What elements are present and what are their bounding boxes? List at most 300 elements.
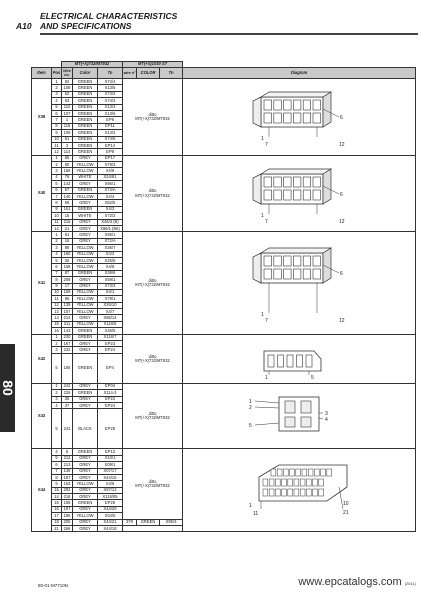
cell-wire: 3 — [62, 142, 73, 148]
cell-to: X4/8 — [98, 264, 123, 270]
cell-wire: 108 — [62, 85, 73, 91]
cell-pos: 3 — [52, 347, 62, 353]
cell-pos: 8 — [52, 277, 62, 283]
cell-to: X4/7 — [98, 309, 123, 315]
ditto-label: ditto — [148, 410, 157, 416]
cell-color: YELLOW — [73, 194, 98, 200]
section-tab — [0, 344, 15, 432]
connector-id: X39 — [32, 79, 52, 156]
cell-wire-1030: 379 — [123, 519, 137, 525]
cell-pos: 10 — [52, 289, 62, 295]
ditto-label: ditto — [148, 111, 157, 117]
cell-color: GREY — [73, 506, 98, 512]
column-header-diagram: Diagram — [183, 68, 416, 79]
cell-color: GREEN — [73, 149, 98, 155]
cell-wire: 80 — [62, 162, 73, 168]
section-tab-label: 80 — [0, 380, 16, 396]
cell-wire: 110 — [62, 104, 73, 110]
cell-color: GREEN — [73, 187, 98, 193]
cell-color: GREY — [73, 347, 98, 353]
cell-wire: 226 — [62, 390, 73, 396]
cell-color: GREY — [73, 519, 98, 525]
connector-id: X42 — [32, 334, 52, 383]
cell-color: GREY — [73, 341, 98, 347]
cell-pos: 16 — [52, 328, 62, 334]
cell-wire: 5 — [62, 449, 73, 455]
svg-text:1: 1 — [261, 135, 264, 142]
cell-wire: 140 — [62, 194, 73, 200]
ditto-reference: MT(+X)732/MT932 — [135, 483, 170, 488]
cell-to: X13/2 — [98, 130, 123, 136]
cell-pos: 10 — [52, 213, 62, 219]
cell-color: GREEN — [73, 353, 98, 383]
cell-color: YELLOW — [73, 245, 98, 251]
cell-color: YELLOW — [73, 264, 98, 270]
cell-color: GREY — [73, 225, 98, 231]
cell-pos: 12 — [52, 302, 62, 308]
svg-text:3: 3 — [325, 411, 328, 418]
cell-wire: 109 — [62, 130, 73, 136]
cell-wire: 76 — [62, 174, 73, 180]
cell-color: GREY — [73, 455, 98, 461]
cell-wire: 195 — [62, 513, 73, 519]
cell-wire: 114 — [62, 149, 73, 155]
svg-text:7: 7 — [265, 141, 268, 147]
cell-to: EP14 — [98, 142, 123, 148]
connector-diagram — [183, 383, 416, 449]
cell-wire: 17 — [62, 283, 73, 289]
section-code: A10 — [16, 21, 32, 31]
cell-to: EP04 — [98, 383, 123, 389]
cell-color: GREY — [73, 462, 98, 468]
cell-to: X73/3 — [98, 283, 123, 289]
cell-color: GREY — [73, 232, 98, 238]
cell-to: X119/05 — [98, 494, 123, 500]
cell-to: X87/12 — [98, 487, 123, 493]
svg-text:10: 10 — [343, 501, 349, 508]
cell-color: WHITE — [73, 174, 98, 180]
cell-color: GREY — [73, 283, 98, 289]
cell-to: X79/1 — [98, 296, 123, 302]
cell-to-1030: X95/3 — [160, 519, 183, 525]
cell-pos: 5 — [52, 257, 62, 263]
cell-color: GREY — [73, 219, 98, 225]
svg-text:21: 21 — [343, 510, 349, 517]
cell-wire: 156 — [62, 168, 73, 174]
cell-color: GREEN — [73, 79, 98, 85]
ditto-reference: MT(+X)732/MT932 — [135, 115, 170, 121]
footer-year: (2011) — [404, 581, 416, 586]
ditto-reference: MT(+X)732/MT932 — [135, 282, 170, 287]
cell-color: YELLOW — [73, 513, 98, 519]
cell-to: X72/2 — [98, 213, 123, 219]
cell-color: YELLOW — [73, 251, 98, 257]
ditto-cell — [123, 79, 183, 156]
cell-to: X13/5 — [98, 85, 123, 91]
ditto-reference: MT(+X)732/MT932 — [135, 192, 170, 198]
cell-color: GREEN — [73, 136, 98, 142]
connector-diagram — [183, 232, 416, 334]
cell-color: GREEN — [73, 117, 98, 123]
cell-color: GREEN — [73, 85, 98, 91]
group-header-1030: MT(+X)1030 ST — [123, 62, 183, 68]
cell-wire: 214 — [62, 315, 73, 321]
cell-pos: 1 — [52, 383, 62, 389]
cell-pos: 4 — [52, 251, 62, 257]
cell-pos: 9 — [52, 206, 62, 212]
cell-pos: 2 — [52, 341, 62, 347]
cell-pos: 2 — [52, 85, 62, 91]
cell-to: EP9 — [98, 149, 123, 155]
cell-color: GREEN — [73, 110, 98, 116]
cell-wire: 211 — [62, 321, 73, 327]
svg-text:1: 1 — [249, 503, 252, 510]
cell-color: YELLOW — [73, 302, 98, 308]
column-header-item: Item — [32, 68, 52, 79]
cell-wire: 143 — [62, 328, 73, 334]
ditto-reference: MT(+X)732/MT932 — [135, 357, 170, 363]
cell-color: GREEN — [73, 449, 98, 455]
cell-pos: 2 — [52, 238, 62, 244]
footer-doc-code: 80-01-M7710N — [38, 583, 69, 588]
cell-to: X79/3 — [98, 162, 123, 168]
column-header-color2: COLOR — [137, 68, 160, 79]
cell-wire: 36 — [62, 396, 73, 402]
cell-pos: 1 — [52, 155, 62, 161]
cell-wire: 167 — [62, 341, 73, 347]
cell-wire: 142 — [62, 181, 73, 187]
cell-color-1030: GREEN — [137, 519, 160, 525]
column-header-pos: Pos — [52, 68, 62, 79]
connector-x44-drawing — [239, 457, 359, 523]
svg-text:1: 1 — [261, 212, 264, 219]
connector-diagram — [183, 449, 416, 532]
cell-color: WHITE — [73, 213, 98, 219]
cell-pos: 3 — [52, 91, 62, 97]
svg-text:12: 12 — [339, 218, 345, 224]
cell-pos: 8 — [52, 123, 62, 129]
cell-color: GREEN — [73, 328, 98, 334]
cell-wire: 282 — [62, 487, 73, 493]
page-title — [40, 11, 177, 31]
cell-color: GREEN — [73, 270, 98, 276]
cell-color: GREEN — [73, 123, 98, 129]
svg-text:1: 1 — [249, 399, 252, 406]
cell-wire: 81 — [62, 232, 73, 238]
cell-to: X24/81 — [98, 174, 123, 180]
ditto-reference: MT(+X)732/MT932 — [135, 415, 170, 421]
cell-to: X4/4 — [98, 194, 123, 200]
cell-wire: 232 — [62, 347, 73, 353]
empty-cell — [123, 526, 183, 532]
cell-to: X36/6 — [98, 270, 123, 276]
cell-color: GREY — [73, 315, 98, 321]
cell-to: X4/2 — [98, 251, 123, 257]
cell-wire: 155 — [62, 500, 73, 506]
cell-pos: 2 — [52, 162, 62, 168]
svg-text:7: 7 — [265, 318, 268, 323]
svg-text:12: 12 — [339, 141, 345, 147]
svg-text:2: 2 — [249, 405, 252, 412]
cell-wire: 157 — [62, 309, 73, 315]
cell-color: YELLOW — [73, 168, 98, 174]
cell-wire: 242 — [62, 383, 73, 389]
cell-to: X74/2 — [98, 91, 123, 97]
cell-pos: 3 — [52, 168, 62, 174]
cell-to: X73/A — [98, 187, 123, 193]
cell-color: GREY — [73, 494, 98, 500]
ditto-cell — [123, 383, 183, 449]
cell-color: GREEN — [73, 130, 98, 136]
cell-wire: 15 — [62, 213, 73, 219]
cell-pos: 21 — [52, 526, 62, 532]
column-header-row — [32, 68, 416, 79]
cell-wire: 197 — [62, 474, 73, 480]
connector-x40-drawing — [239, 164, 359, 224]
cell-pos: 14 — [52, 494, 62, 500]
cell-to: X96/1 (B6) — [98, 225, 123, 231]
cell-to: X09/1 — [98, 462, 123, 468]
cell-color: GREEN — [73, 500, 98, 506]
cell-to: EP28 — [98, 409, 123, 449]
cell-color: YELLOW — [73, 162, 98, 168]
cell-to: X86/1 — [98, 181, 123, 187]
cell-to: X74/5 — [98, 136, 123, 142]
group-header-732: MT(+X)732/MT932 — [62, 62, 123, 68]
column-header-wire-no2: wire n° — [123, 68, 137, 79]
cell-to: EP4 — [98, 353, 123, 383]
cell-pos: 13 — [52, 309, 62, 315]
cell-pos: 18 — [52, 519, 62, 525]
cell-color: YELLOW — [73, 257, 98, 263]
cell-pos: 3 — [52, 245, 62, 251]
column-header-to: To — [98, 68, 123, 79]
connector-id: X44 — [32, 449, 52, 532]
cell-color: GREEN — [73, 142, 98, 148]
cell-wire: 52 — [62, 91, 73, 97]
cell-to: X44/16 — [98, 474, 123, 480]
svg-text:12: 12 — [339, 318, 345, 323]
cell-pos: 16 — [52, 506, 62, 512]
cell-wire: 107 — [62, 110, 73, 116]
cell-to: EP23 — [98, 341, 123, 347]
cell-to: EP24 — [98, 402, 123, 408]
cell-to: X44/18 — [98, 526, 123, 532]
cell-wire: 197 — [62, 506, 73, 512]
ditto-cell — [123, 155, 183, 232]
cell-wire: 85 — [62, 155, 73, 161]
cell-wire: 159 — [62, 289, 73, 295]
cell-wire: 88 — [62, 245, 73, 251]
cell-wire: 213 — [62, 462, 73, 468]
cell-wire: 216 — [62, 219, 73, 225]
cell-wire: 87 — [62, 270, 73, 276]
cell-wire: 115 — [62, 123, 73, 129]
column-header-color: Color — [73, 68, 98, 79]
cell-to: X44/29 — [98, 506, 123, 512]
cell-color: YELLOW — [73, 321, 98, 327]
cell-pos: 15 — [52, 487, 62, 493]
svg-text:6: 6 — [340, 191, 343, 198]
ditto-label: ditto — [148, 353, 157, 359]
cell-to: EP13 — [98, 449, 123, 455]
svg-text:5: 5 — [311, 374, 314, 381]
cell-pos: 14 — [52, 315, 62, 321]
connector-spec-table — [31, 61, 416, 532]
cell-to: X46/3 (B) — [98, 219, 123, 225]
cell-wire: 218 — [62, 494, 73, 500]
cell-to: X10/1 — [98, 455, 123, 461]
svg-text:5: 5 — [249, 423, 252, 430]
page-title-line-2: AND SPECIFICATIONS — [40, 21, 132, 31]
cell-to: X4/6 — [98, 168, 123, 174]
cell-pos: 6 — [52, 264, 62, 270]
cell-pos: 4 — [52, 174, 62, 180]
cell-pos: 6 — [52, 110, 62, 116]
cell-wire: 230 — [62, 334, 73, 340]
cell-color: BLACK — [73, 409, 98, 449]
ditto-label: ditto — [148, 188, 157, 194]
ditto-label: ditto — [148, 478, 157, 484]
cell-color: GREY — [73, 487, 98, 493]
cell-to: EP17 — [98, 155, 123, 161]
header-rule — [40, 33, 418, 35]
cell-pos: 5 — [52, 104, 62, 110]
cell-to: X72/A — [98, 238, 123, 244]
cell-wire: 163 — [62, 481, 73, 487]
cell-pos: 7 — [52, 468, 62, 474]
cell-pos: 6 — [52, 187, 62, 193]
cell-wire: 205 — [62, 519, 73, 525]
cell-wire: 58 — [62, 200, 73, 206]
svg-text:11: 11 — [253, 511, 259, 518]
svg-text:6: 6 — [340, 114, 343, 121]
cell-pos: 11 — [52, 219, 62, 225]
cell-wire: 241 — [62, 409, 73, 449]
svg-text:4: 4 — [325, 417, 328, 424]
cell-color: GREY — [73, 396, 98, 402]
cell-pos: 15 — [52, 500, 62, 506]
cell-wire: 21 — [62, 225, 73, 231]
cell-pos: 2 — [52, 390, 62, 396]
cell-to: X118/5 — [98, 321, 123, 327]
connector-x43-drawing — [239, 389, 359, 443]
cell-pos: 12 — [52, 149, 62, 155]
cell-wire: 53 — [62, 98, 73, 104]
cell-color: GREY — [73, 277, 98, 283]
cell-pos: 10 — [52, 136, 62, 142]
cell-color: GREY — [73, 155, 98, 161]
cell-pos: 1 — [52, 334, 62, 340]
cell-color: GREEN — [73, 91, 98, 97]
cell-to: X13/6 — [98, 110, 123, 116]
cell-pos: 4 — [52, 98, 62, 104]
cell-color: GREEN — [73, 334, 98, 340]
footer-site — [298, 576, 416, 588]
cell-color: GREY — [73, 238, 98, 244]
cell-to: X36/7 — [98, 245, 123, 251]
column-header-to2: To — [160, 68, 183, 79]
cell-to: EP11 — [98, 123, 123, 129]
cell-wire: 161 — [62, 206, 73, 212]
cell-pos: 3 — [52, 396, 62, 402]
cell-color: GREY — [73, 383, 98, 389]
cell-to: X59/1 — [98, 277, 123, 283]
svg-text:1: 1 — [265, 374, 268, 381]
cell-to: X74/4 — [98, 79, 123, 85]
cell-pos: 7 — [52, 270, 62, 276]
cell-pos: 5 — [52, 353, 62, 383]
cell-wire: 16 — [62, 238, 73, 244]
cell-color: GREY — [73, 200, 98, 206]
cell-wire: 166 — [62, 353, 73, 383]
cell-wire: 160 — [62, 251, 73, 257]
cell-pos: 9 — [52, 130, 62, 136]
cell-wire: 85 — [62, 296, 73, 302]
cell-to: EP29 — [98, 500, 123, 506]
cell-to: X4/1 — [98, 289, 123, 295]
cell-pos: 4 — [52, 402, 62, 408]
cell-to: X4/9 — [98, 481, 123, 487]
cell-pos: 9 — [52, 283, 62, 289]
ditto-cell — [123, 334, 183, 383]
cell-pos: 9 — [52, 481, 62, 487]
connector-id: X41 — [32, 232, 52, 334]
page-title-line-1: ELECTRICAL CHARACTERISTICS — [40, 11, 178, 21]
cell-pos: 11 — [52, 142, 62, 148]
cell-to: X04/5 — [98, 513, 123, 519]
cell-pos: 11 — [52, 296, 62, 302]
cell-pos: 4 — [52, 449, 62, 455]
cell-pos: 5 — [52, 455, 62, 461]
cell-wire: 135 — [62, 302, 73, 308]
cell-to: X13/3 — [98, 104, 123, 110]
cell-wire: 92 — [62, 79, 73, 85]
cell-color: YELLOW — [73, 296, 98, 302]
cell-color: YELLOW — [73, 309, 98, 315]
cell-to: X52/5 — [98, 200, 123, 206]
cell-wire: 57 — [62, 187, 73, 193]
cell-wire: 51 — [62, 136, 73, 142]
cell-pos: 7 — [52, 117, 62, 123]
cell-to: EP23 — [98, 396, 123, 402]
cell-to: EP9 — [98, 117, 123, 123]
connector-diagram — [183, 79, 416, 156]
cell-pos: 8 — [52, 200, 62, 206]
connector-id: X40 — [32, 155, 52, 232]
cell-color: GREY — [73, 474, 98, 480]
connector-diagram — [183, 334, 416, 383]
cell-color: GREEN — [73, 104, 98, 110]
cell-pos: 15 — [52, 321, 62, 327]
connector-x39-drawing — [239, 87, 359, 147]
ditto-label: ditto — [148, 277, 157, 283]
cell-color: GREEN — [73, 206, 98, 212]
cell-wire: 1 — [62, 117, 73, 123]
connector-x42-drawing — [239, 337, 359, 381]
svg-text:7: 7 — [265, 218, 268, 224]
cell-pos: 5 — [52, 181, 62, 187]
cell-to: X07/17 — [98, 468, 123, 474]
cell-color: GREEN — [73, 390, 98, 396]
ditto-cell — [123, 449, 183, 519]
cell-pos: 8 — [52, 474, 62, 480]
cell-to: X26/10 — [98, 302, 123, 308]
cell-wire: 158 — [62, 264, 73, 270]
cell-color: YELLOW — [73, 481, 98, 487]
cell-wire: 37 — [62, 402, 73, 408]
cell-pos: 12 — [52, 225, 62, 231]
